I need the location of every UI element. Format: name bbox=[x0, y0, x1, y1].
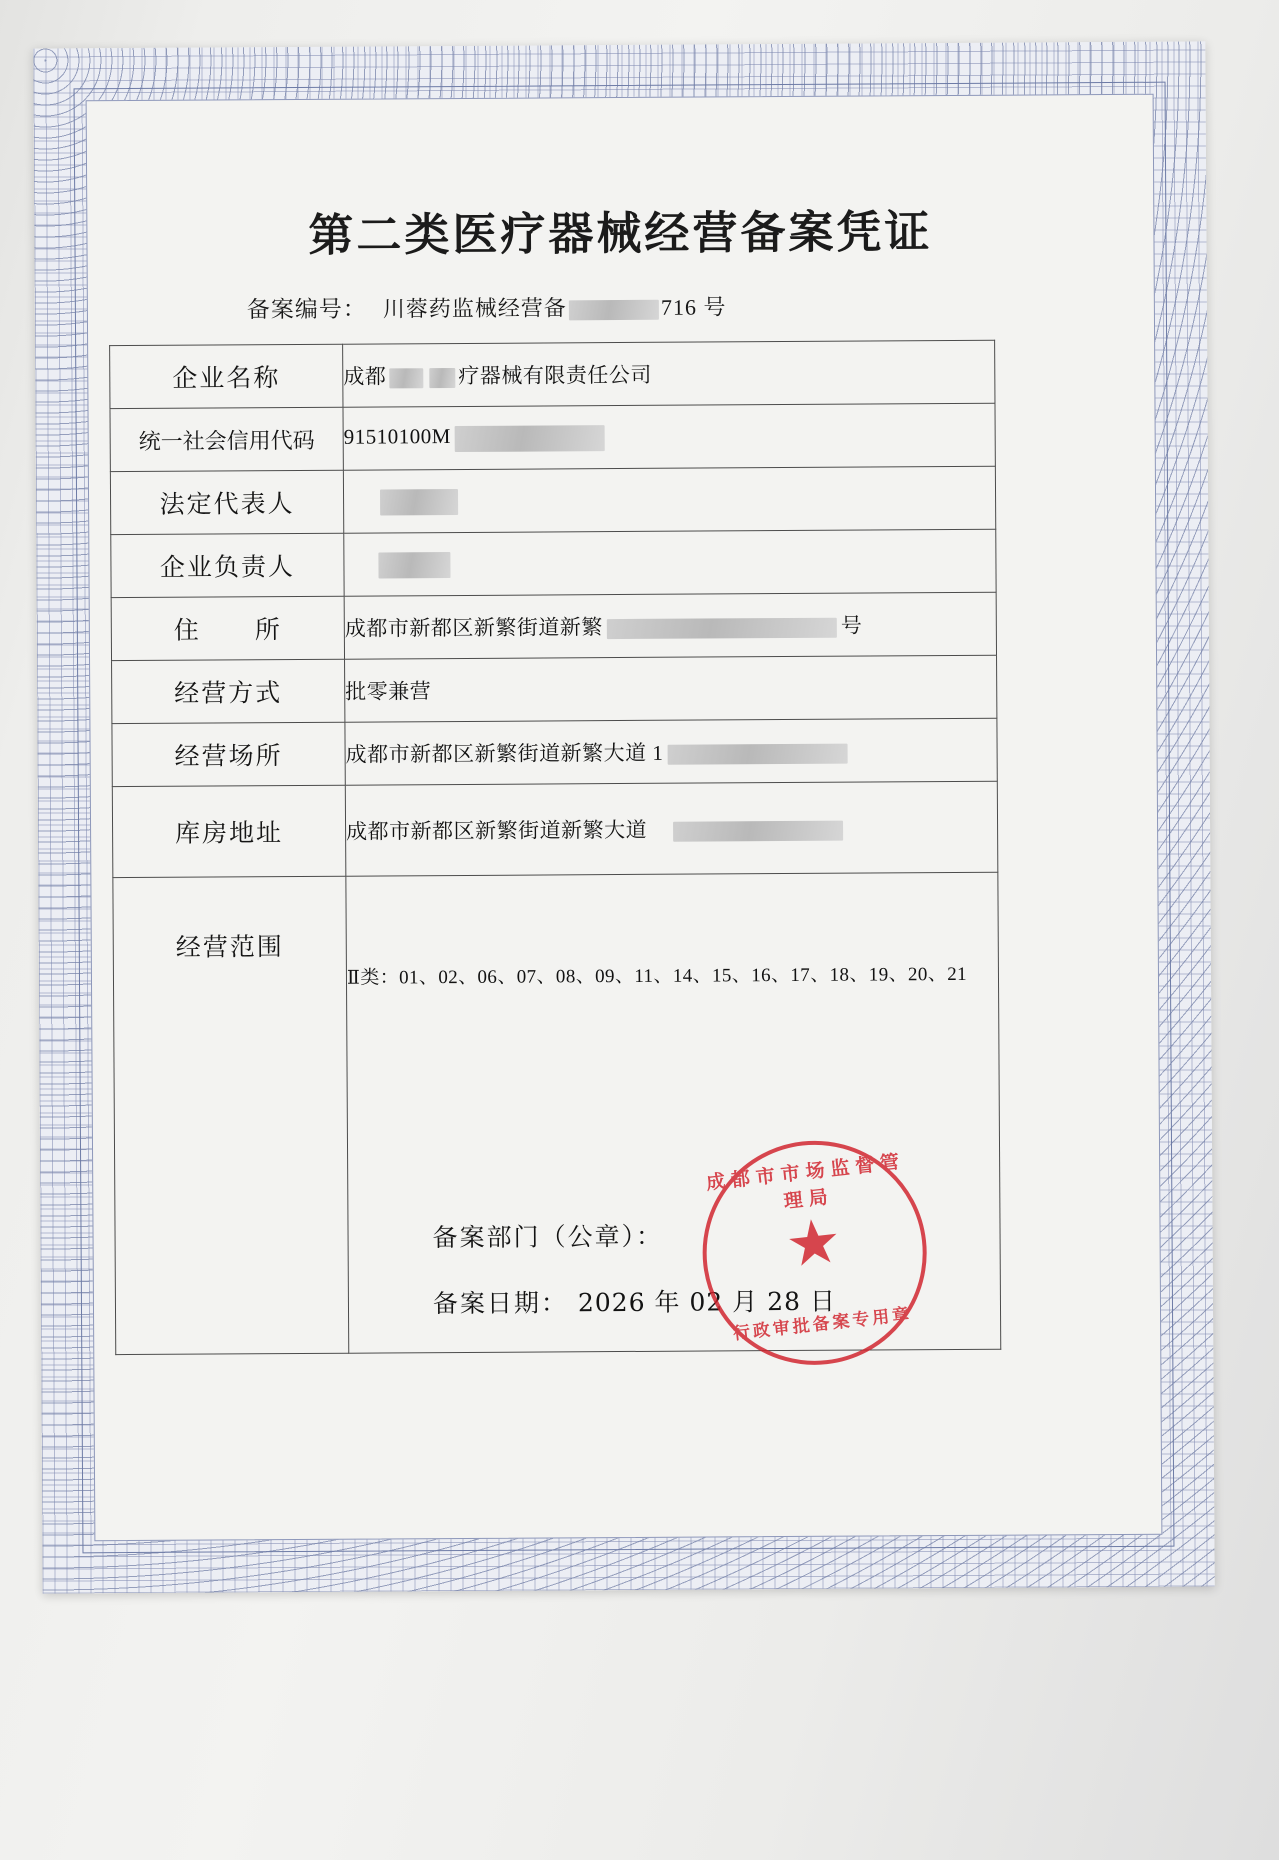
redaction-block bbox=[673, 821, 843, 842]
row-key-enterprise-manager: 企业负责人 bbox=[111, 533, 344, 597]
row-key-address: 住 所 bbox=[111, 596, 344, 660]
value-prefix: 成都市新都区新繁街道新繁大道 1 bbox=[345, 740, 664, 767]
table-row bbox=[110, 403, 995, 471]
table-row bbox=[111, 529, 996, 597]
certificate-sheet bbox=[33, 41, 1214, 1593]
redaction-block bbox=[455, 425, 605, 452]
value-prefix: 成都市新都区新繁街道新繁 bbox=[344, 615, 603, 641]
value-prefix: 91510100M bbox=[343, 424, 451, 450]
value-suffix: 号 bbox=[840, 613, 863, 638]
row-value-address bbox=[344, 592, 996, 659]
row-value-warehouse-address bbox=[345, 781, 998, 876]
row-key-legal-rep: 法定代表人 bbox=[110, 470, 343, 534]
row-key-business-place: 经营场所 bbox=[112, 722, 345, 786]
redaction-block bbox=[378, 552, 450, 578]
table-row bbox=[111, 592, 996, 660]
table-row bbox=[110, 340, 995, 408]
row-key-credit-code: 统一社会信用代码 bbox=[110, 407, 343, 471]
certificate-content bbox=[96, 104, 1153, 1531]
date-label: 备案日期： bbox=[432, 1288, 569, 1319]
row-value-credit-code bbox=[343, 403, 995, 470]
department-line: 备案部门（公章）： bbox=[432, 1221, 664, 1253]
table-row bbox=[112, 655, 997, 723]
row-value-company-name bbox=[343, 340, 995, 407]
redaction-block bbox=[607, 618, 837, 639]
redaction-block bbox=[389, 368, 423, 388]
record-number bbox=[247, 288, 727, 324]
official-seal: 成都市市场监督管理局 ★ 行政审批备案专用章 bbox=[691, 1129, 938, 1376]
date-value: 2026 年 02 月 28 日 bbox=[577, 1286, 837, 1318]
table-row bbox=[112, 781, 998, 877]
row-key-business-mode: 经营方式 bbox=[112, 659, 345, 723]
row-key-company-name: 企业名称 bbox=[110, 344, 343, 408]
row-value-enterprise-manager bbox=[344, 529, 996, 596]
redaction-block bbox=[429, 368, 455, 388]
record-number-label: 备案编号： bbox=[246, 296, 367, 323]
row-key-warehouse-address: 库房地址 bbox=[112, 785, 346, 877]
table-row bbox=[110, 466, 995, 534]
record-number-prefix: 川蓉药监械经营备 bbox=[382, 295, 567, 322]
value-suffix: 疗器械有限责任公司 bbox=[458, 362, 652, 389]
redaction-block bbox=[569, 299, 659, 320]
redaction-block bbox=[380, 489, 458, 515]
page-title: 第二类医疗器械经营备案凭证 bbox=[308, 205, 933, 262]
row-key-business-scope: 经营范围 bbox=[113, 876, 349, 1354]
value-prefix: 成都 bbox=[343, 364, 387, 389]
record-number-suffix: 716 号 bbox=[660, 294, 727, 320]
row-value-business-place bbox=[345, 718, 997, 785]
row-value-legal-rep bbox=[343, 466, 995, 533]
seal-bottom-text: 行政审批备案专用章 bbox=[732, 1304, 914, 1344]
business-scope-text: Ⅱ类：01、02、06、07、08、09、11、14、15、16、17、18、19、20、21 bbox=[346, 963, 968, 989]
seal-top-text: 成都市市场监督管理局 bbox=[705, 1151, 907, 1213]
row-value-business-mode: 批零兼营 bbox=[345, 655, 997, 722]
redaction-block bbox=[667, 744, 847, 765]
value-prefix: 成都市新都区新繁街道新繁大道 bbox=[346, 817, 648, 844]
table-row bbox=[112, 718, 997, 786]
